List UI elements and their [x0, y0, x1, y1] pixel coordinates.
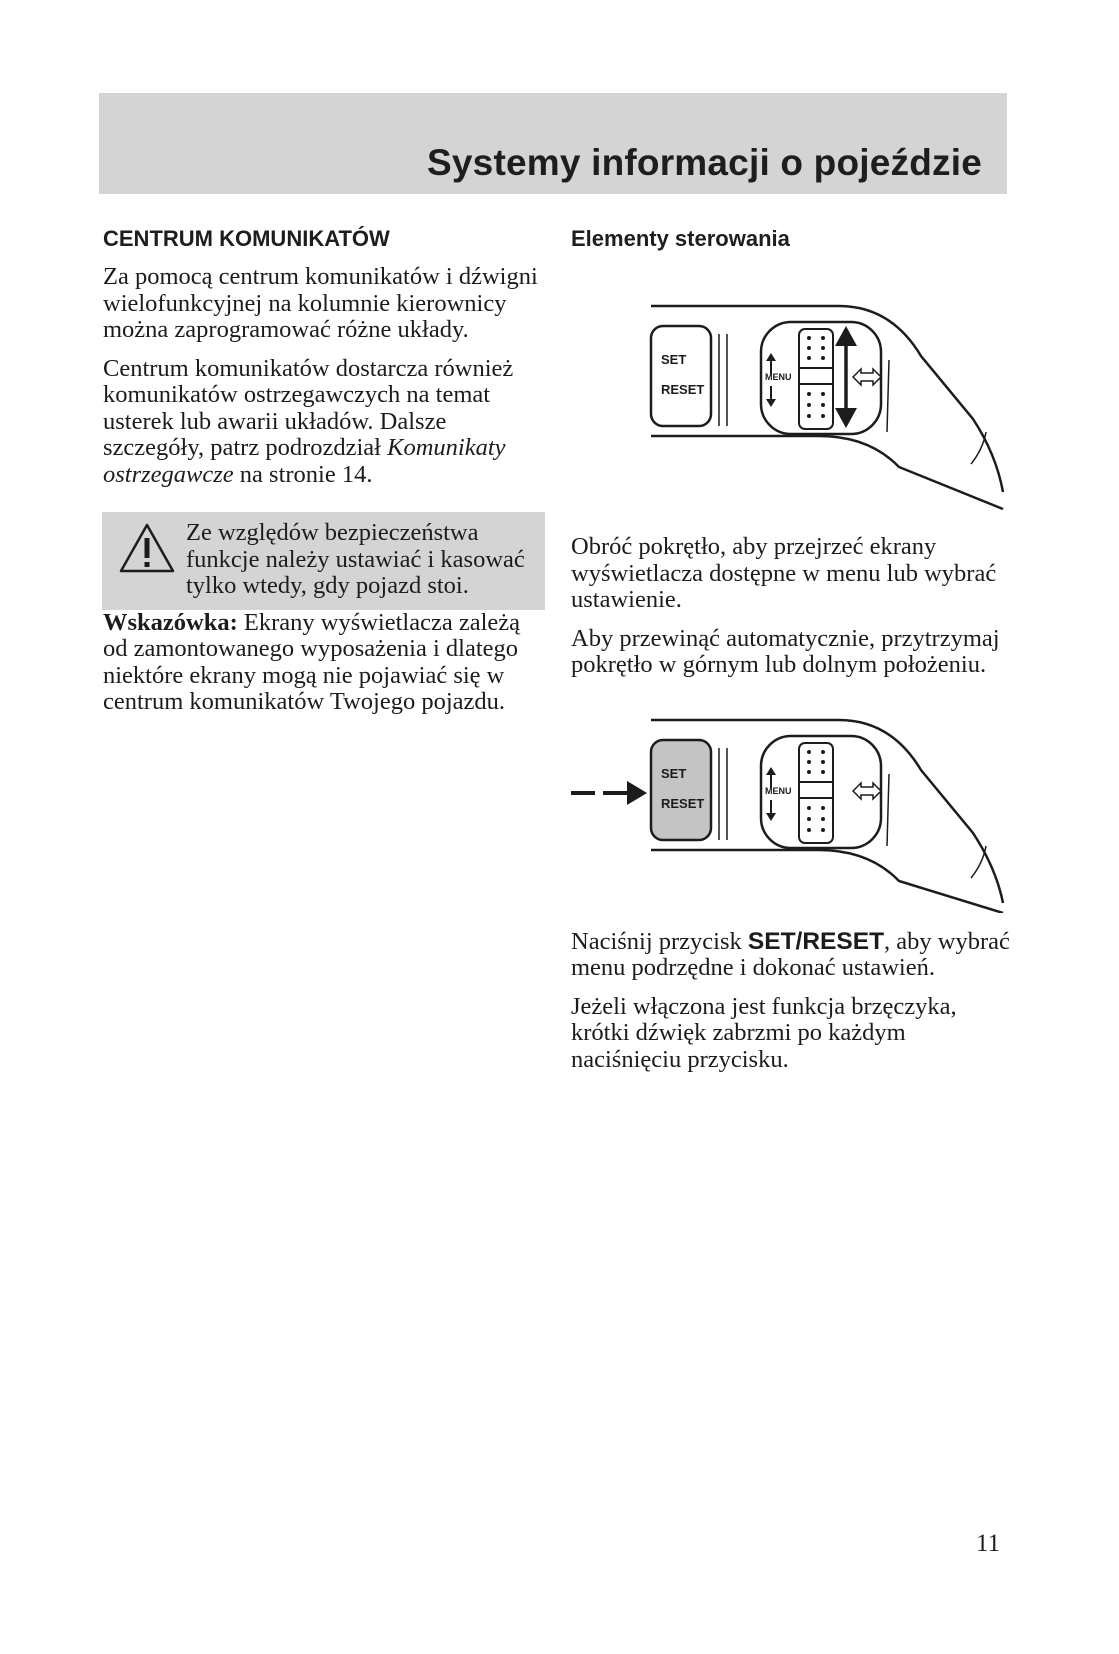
intro-paragraph: Za pomocą centrum komunikatów i dźwigni wielofunkcyjnej na kolumnie kierownicy można zaprogramować różne układy.: [103, 263, 538, 343]
set-label: SET: [661, 352, 687, 367]
buzzer-paragraph: Jeżeli włączona jest funkcja brzęczyka, krótki dźwięk zabrzmi po każdym naciśnięciu przycisku.: [571, 992, 957, 1073]
reset-label: RESET: [661, 382, 705, 397]
menu-label: MENU: [765, 785, 792, 796]
warnings-paragraph-start: Centrum komunikatów dostarcza również komunikatów ostrzegawczych na temat usterek lub awarii układów. Dalsze szczegóły, patrz podrozdział: [103, 354, 514, 461]
menu-label: MENU: [765, 372, 792, 382]
press-arrow-icon: [627, 781, 647, 805]
note-label: Wskazówka:: [103, 608, 238, 636]
set-label: SET: [661, 765, 687, 781]
note-text: Ekrany wyświetlacza zależą od zamontowanego wyposażenia i dlatego niektóre ekrany mogą nie pojawiać się w centrum komunikatów Twojego pojazdu.: [103, 608, 521, 715]
stalk-diagram-scroll: [571, 264, 1021, 514]
warnings-paragraph: [103, 356, 543, 489]
set-reset-pressed: [651, 740, 711, 840]
header-band: [99, 93, 1007, 194]
press-paragraph-end: , aby wybrać menu podrzędne i dokonać ustawień.: [571, 927, 1010, 981]
page-title: Systemy informacji o pojeździe: [427, 142, 982, 183]
set-reset-key: SET/RESET: [747, 927, 885, 955]
reset-label: RESET: [661, 795, 705, 811]
warning-triangle-icon: [118, 522, 176, 574]
page-number: 11: [976, 1530, 1001, 1557]
section-heading-controls: Elementy sterowania: [571, 226, 790, 251]
rotate-paragraph: Obróć pokrętło, aby przejrzeć ekrany wyświetlacza dostępne w menu lub wybrać ustawienie.: [571, 533, 997, 613]
warnings-reference: Komunikaty ostrzegawcze: [103, 434, 506, 488]
safety-warning-box: [102, 512, 545, 610]
safety-warning-text: Ze względów bezpieczeństwa funkcje należy ustawiać i kasować tylko wtedy, gdy pojazd stoi.: [186, 519, 525, 599]
left-column: [103, 222, 543, 728]
stalk-diagram-press: [571, 713, 1021, 913]
autoscroll-paragraph: Aby przewinąć automatycznie, przytrzymaj pokrętło w górnym lub dolnym położeniu.: [571, 624, 1000, 678]
press-paragraph-start: Naciśnij przycisk: [571, 927, 748, 955]
press-paragraph: [571, 929, 1021, 982]
right-column: [571, 222, 1021, 1085]
warnings-paragraph-end: na stronie 14.: [233, 460, 373, 488]
section-heading-message-center: CENTRUM KOMUNIKATÓW: [103, 226, 390, 251]
note-paragraph: [103, 610, 543, 716]
